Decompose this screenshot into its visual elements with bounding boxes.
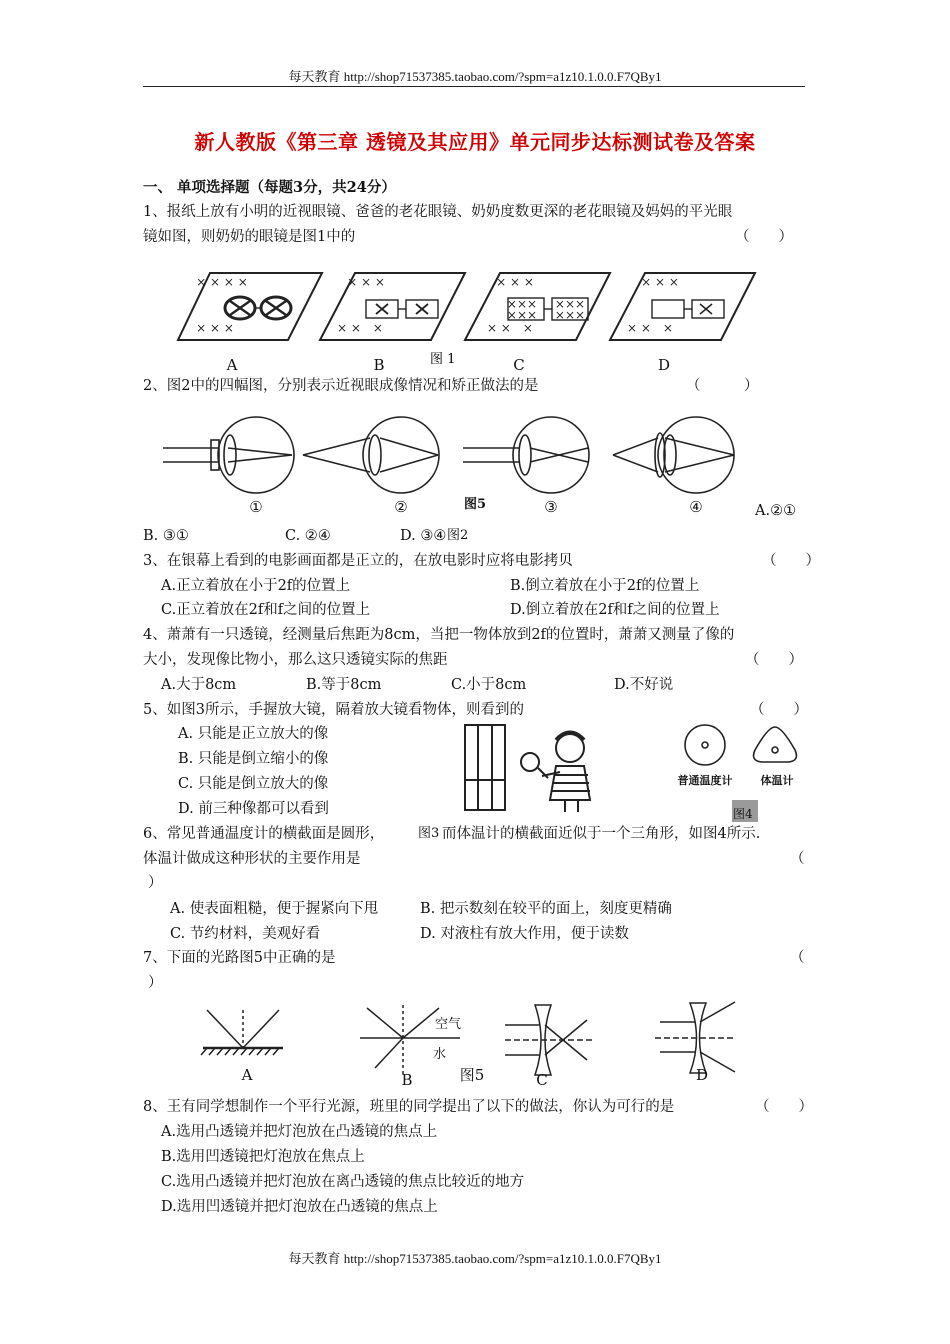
q8-option-d: D.选用凹透镜并把灯泡放在凸透镜的焦点上 [161, 1199, 438, 1215]
fig2-circled-2: ② [394, 498, 408, 516]
q3-line1: 3、在银幕上看到的电影画面都是正立的，在放电影时应将电影拷贝 [143, 553, 573, 569]
q5-line1: 5、如图3所示，手握放大镜，隔着放大镜看物体，则看到的 [143, 702, 524, 718]
svg-text:× × ×: × × × [627, 321, 673, 335]
svg-text:× × ×: × × × [496, 275, 534, 289]
q4-option-a: A.大于8cm [161, 677, 237, 693]
q2-option-b: B. ③① [143, 528, 189, 544]
fig2-circled-1: ① [249, 498, 263, 516]
q6-option-c: C. 节约材料，美观好看 [170, 926, 321, 942]
q5-paren: （ ） [750, 702, 808, 718]
q7-paren-close: ） [148, 975, 163, 991]
figure-3 [460, 720, 610, 815]
figure-4 [670, 718, 810, 828]
fig5-caption: 图5 [459, 1066, 485, 1084]
q3-option-b: B.倒立着放在小于2f的位置上 [510, 578, 700, 594]
svg-text:× × ×: × × × [641, 275, 679, 289]
q8-line1: 8、王有同学想制作一个平行光源，班里的同学提出了以下的做法，你认为可行的是 [143, 1099, 675, 1115]
q7-line1: 7、下面的光路图5中正确的是 [143, 950, 336, 966]
q4-paren: （ ） [745, 652, 803, 668]
svg-text:× × ×: × × × [487, 321, 533, 335]
fig1-caption: 图 1 [430, 352, 456, 367]
header-rule [143, 86, 805, 87]
svg-text:× × × ×: × × × × [196, 275, 248, 289]
q2-option-d: D. ③④ [400, 528, 447, 544]
q6-line2: 体温计做成这种形状的主要作用是 [143, 851, 361, 867]
q6-line1-a: 6、常见普通温度计的横截面是圆形， [143, 826, 385, 842]
q1-line1: 1、报纸上放有小明的近视眼镜、爸爸的老花眼镜、奶奶度数更深的老花眼镜及妈妈的平光眼 [143, 204, 733, 220]
q4-option-d: D.不好说 [614, 677, 674, 693]
fig2-inner-caption: 图5 [463, 497, 487, 512]
fig5-label-b: B [401, 1071, 413, 1089]
fig2-circled-3: ③ [544, 498, 558, 516]
q4-option-c: C.小于8cm [451, 677, 527, 693]
q7-paren-open: （ [790, 950, 805, 966]
figure-2 [158, 410, 758, 525]
svg-text:×××: ××× [506, 297, 538, 311]
fig1-label-d: D [657, 356, 671, 374]
q3-option-d: D.倒立着放在2f和f之间的位置上 [510, 602, 720, 618]
q6-option-b: B. 把示数刻在较平的面上，刻度更精确 [420, 901, 672, 917]
q2-line1: 2、图2中的四幅图，分别表示近视眼成像情况和矫正做法的是 [143, 378, 539, 394]
svg-text:×××: ××× [506, 308, 538, 322]
svg-text:×××: ××× [554, 297, 586, 311]
label-air: 空气 [435, 1017, 462, 1032]
q8-option-c: C.选用凸透镜并把灯泡放在离凸透镜的焦点比较近的地方 [161, 1174, 525, 1190]
q3-option-c: C.正立着放在2f和f之间的位置上 [161, 602, 371, 618]
fig1-label-b: B [373, 356, 385, 374]
q8-option-b: B.选用凹透镜把灯泡放在焦点上 [161, 1149, 365, 1165]
thermo-body-label: 体温计 [760, 774, 794, 787]
svg-text:×××: ××× [554, 308, 586, 322]
fig4-caption: 图4 [733, 807, 753, 821]
q1-line2: 镜如图，则奶奶的眼镜是图1中的 [143, 229, 356, 245]
page-footer: 每天教育 http://shop71537385.taobao.com/?spm=a1z10.1.0.0.F7QBy1 [288, 1251, 662, 1266]
q8-option-a: A.选用凸透镜并把灯泡放在凸透镜的焦点上 [161, 1124, 438, 1140]
q6-option-a: A. 使表面粗糙，便于握紧向下甩 [170, 901, 379, 917]
fig5-label-a: A [241, 1066, 253, 1084]
fig5-label-d: D [695, 1066, 709, 1084]
q5-option-d: D. 前三种像都可以看到 [178, 801, 329, 817]
q3-option-a: A.正立着放在小于2f的位置上 [161, 578, 351, 594]
fig2-caption: 图2 [447, 528, 469, 543]
q6-paren-close: ） [148, 875, 163, 891]
q4-option-b: B.等于8cm [306, 677, 382, 693]
fig5-label-c: C [536, 1071, 548, 1089]
svg-text:× × ×: × × × [337, 321, 383, 335]
svg-text:× × ×: × × × [347, 275, 385, 289]
q4-line1: 4、萧萧有一只透镜，经测量后焦距为8cm，当把一物体放到2f的位置时，萧萧又测量了像的 [143, 627, 735, 643]
q5-option-c: C. 只能是倒立放大的像 [178, 776, 329, 792]
page-header: 每天教育 http://shop71537385.taobao.com/?spm=a1z10.1.0.0.F7QBy1 [288, 69, 662, 84]
q4-line2: 大小，发现像比物小，那么这只透镜实际的焦距 [143, 652, 448, 668]
thermo-normal-label: 普通温度计 [677, 774, 733, 787]
q5-option-b: B. 只能是倒立缩小的像 [178, 751, 329, 767]
section-heading: 一、 单项选择题（每题3分，共24分） [143, 179, 396, 196]
q1-paren: （ ） [735, 229, 793, 245]
q8-paren: （ ） [755, 1099, 813, 1115]
fig2-circled-4: ④ [689, 498, 703, 516]
svg-text:× × ×: × × × [196, 321, 234, 335]
q5-option-a: A. 只能是正立放大的像 [178, 726, 329, 742]
figure-5 [195, 1000, 755, 1090]
q6-paren-open: （ [790, 851, 805, 867]
q2-option-c: C. ②④ [285, 528, 331, 544]
q6-option-d: D. 对液柱有放大作用，便于读数 [420, 926, 629, 942]
q2-paren: （ ） [686, 378, 759, 394]
q6-line1-b: 而体温计的横截面近似于一个三角形，如图4所示. [442, 826, 761, 842]
fig1-label-a: A [226, 356, 238, 374]
fig3-caption: 图3 [418, 826, 440, 841]
fig1-label-c: C [513, 356, 525, 374]
q3-paren: （ ） [762, 553, 820, 569]
figure-1 [170, 268, 780, 378]
q2-option-a: A.②① [755, 503, 797, 519]
page-title: 新人教版《第三章 透镜及其应用》单元同步达标测试卷及答案 [194, 130, 756, 154]
label-water: 水 [433, 1047, 447, 1062]
